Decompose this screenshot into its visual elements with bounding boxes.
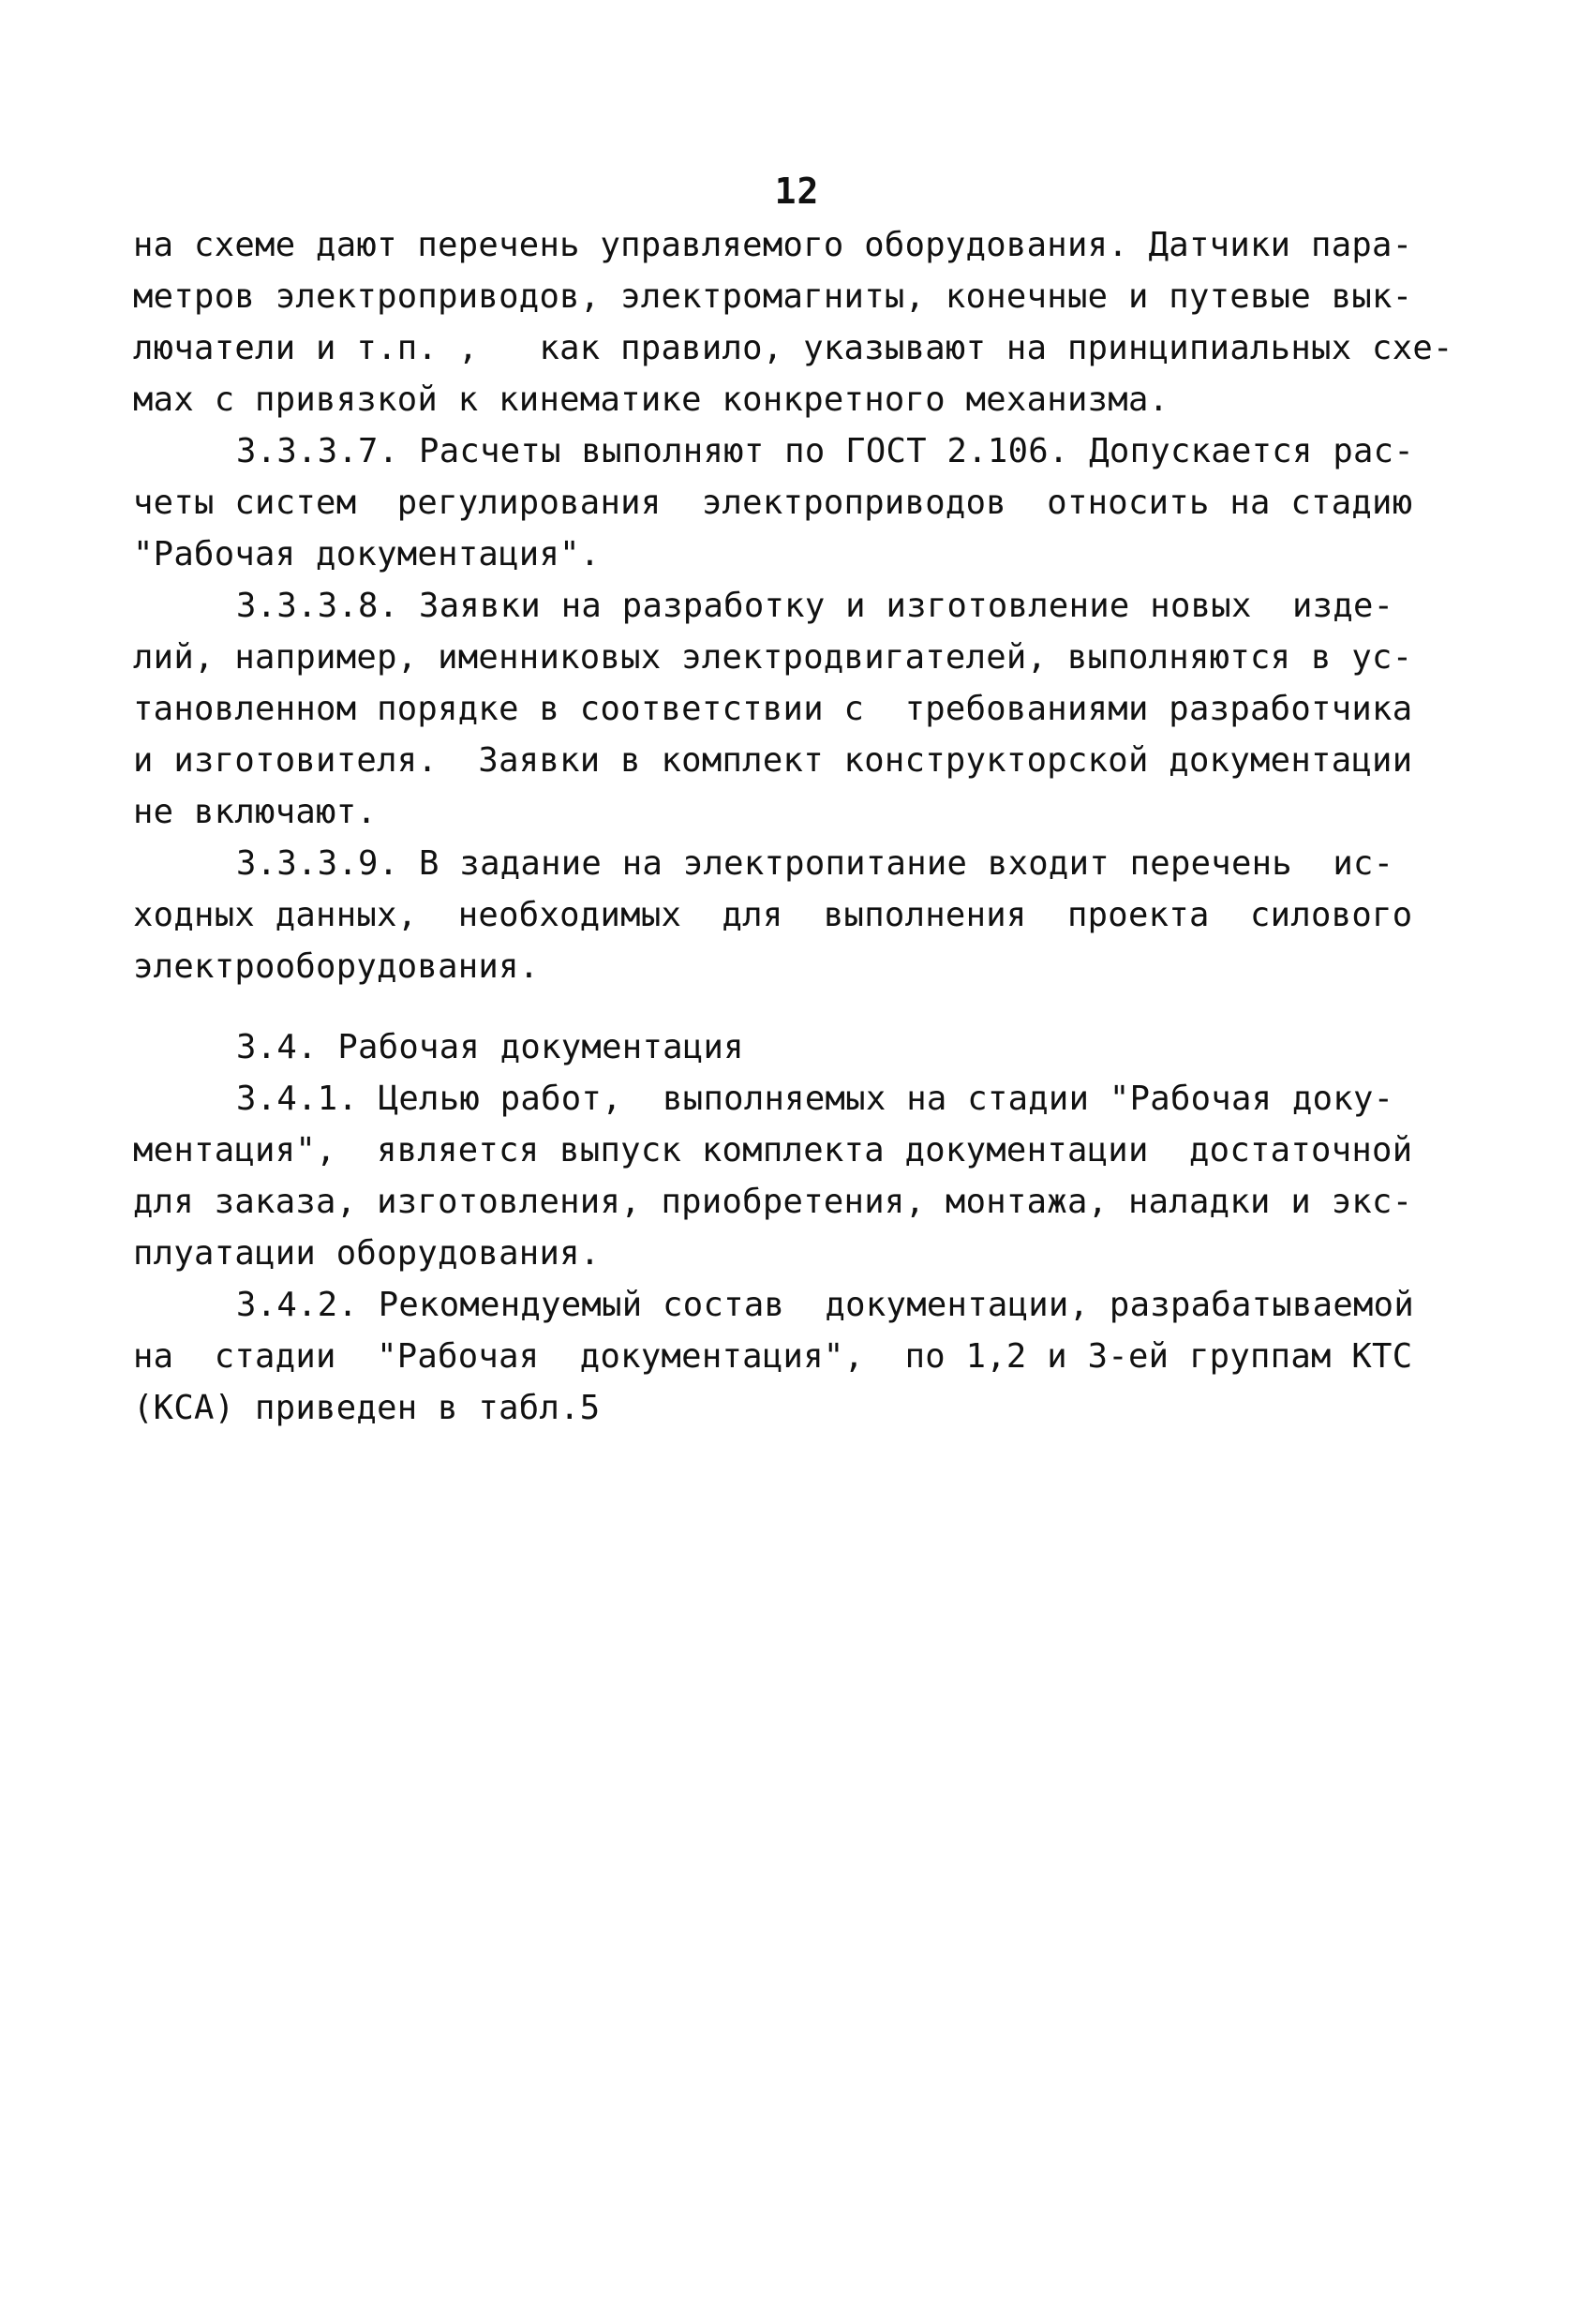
paragraph-3-3-3-9: 3.3.3.9. В задание на электропитание входит перечень ис- xyxy=(236,844,1394,883)
section-heading-3-4: 3.4. Рабочая документация xyxy=(236,1028,744,1066)
section-3-4-text xyxy=(133,1021,1415,1434)
paragraph-3-3-3-7: 3.3.3.7. Расчеты выполняют по ГОСТ 2.106. Допускается рас- xyxy=(236,432,1415,470)
text-line: (КСА) приведен в табл.5 xyxy=(133,1389,601,1427)
text-line: "Рабочая документация". xyxy=(133,535,601,574)
text-line: и изготовителя. Заявки в комплект конструкторской документации xyxy=(133,741,1413,780)
paragraph-3-4-1: 3.4.1. Целью работ, выполняемых на стадии "Рабочая доку- xyxy=(236,1080,1394,1118)
text-line: ментация", является выпуск комплекта документации достаточной xyxy=(133,1131,1413,1169)
text-line: не включают. xyxy=(133,793,378,831)
text-line: метров электроприводов, электромагниты, конечные и путевые вык- xyxy=(133,277,1413,316)
text-line: на схеме дают перечень управляемого оборудования. Датчики пара- xyxy=(133,226,1413,264)
text-line: лий, например, именниковых электродвигателей, выполняются в ус- xyxy=(133,638,1413,677)
section-3-3-text xyxy=(133,219,1453,992)
text-line: плуатации оборудования. xyxy=(133,1234,601,1273)
text-line: для заказа, изготовления, приобретения, монтажа, наладки и экс- xyxy=(133,1183,1413,1221)
text-line: четы систем регулирования электроприводов относить на стадию xyxy=(133,484,1413,522)
text-line: мах с привязкой к кинематике конкретного механизма. xyxy=(133,380,1169,419)
text-line: тановленном порядке в соответствии с требованиями разработчика xyxy=(133,690,1413,728)
text-line: электрооборудования. xyxy=(133,947,540,986)
text-line: ходных данных, необходимых для выполнения проекта силового xyxy=(133,896,1413,934)
page-number: 12 xyxy=(774,171,820,212)
text-line: лючатели и т.п. , как правило, указывают на принципиальных схе- xyxy=(133,329,1453,367)
text-line: на стадии "Рабочая документация", по 1,2 и 3-ей группам КТС xyxy=(133,1337,1413,1376)
paragraph-3-4-2: 3.4.2. Рекомендуемый состав документации, разрабатываемой xyxy=(236,1286,1415,1324)
paragraph-3-3-3-8: 3.3.3.8. Заявки на разработку и изготовление новых изде- xyxy=(236,587,1394,625)
